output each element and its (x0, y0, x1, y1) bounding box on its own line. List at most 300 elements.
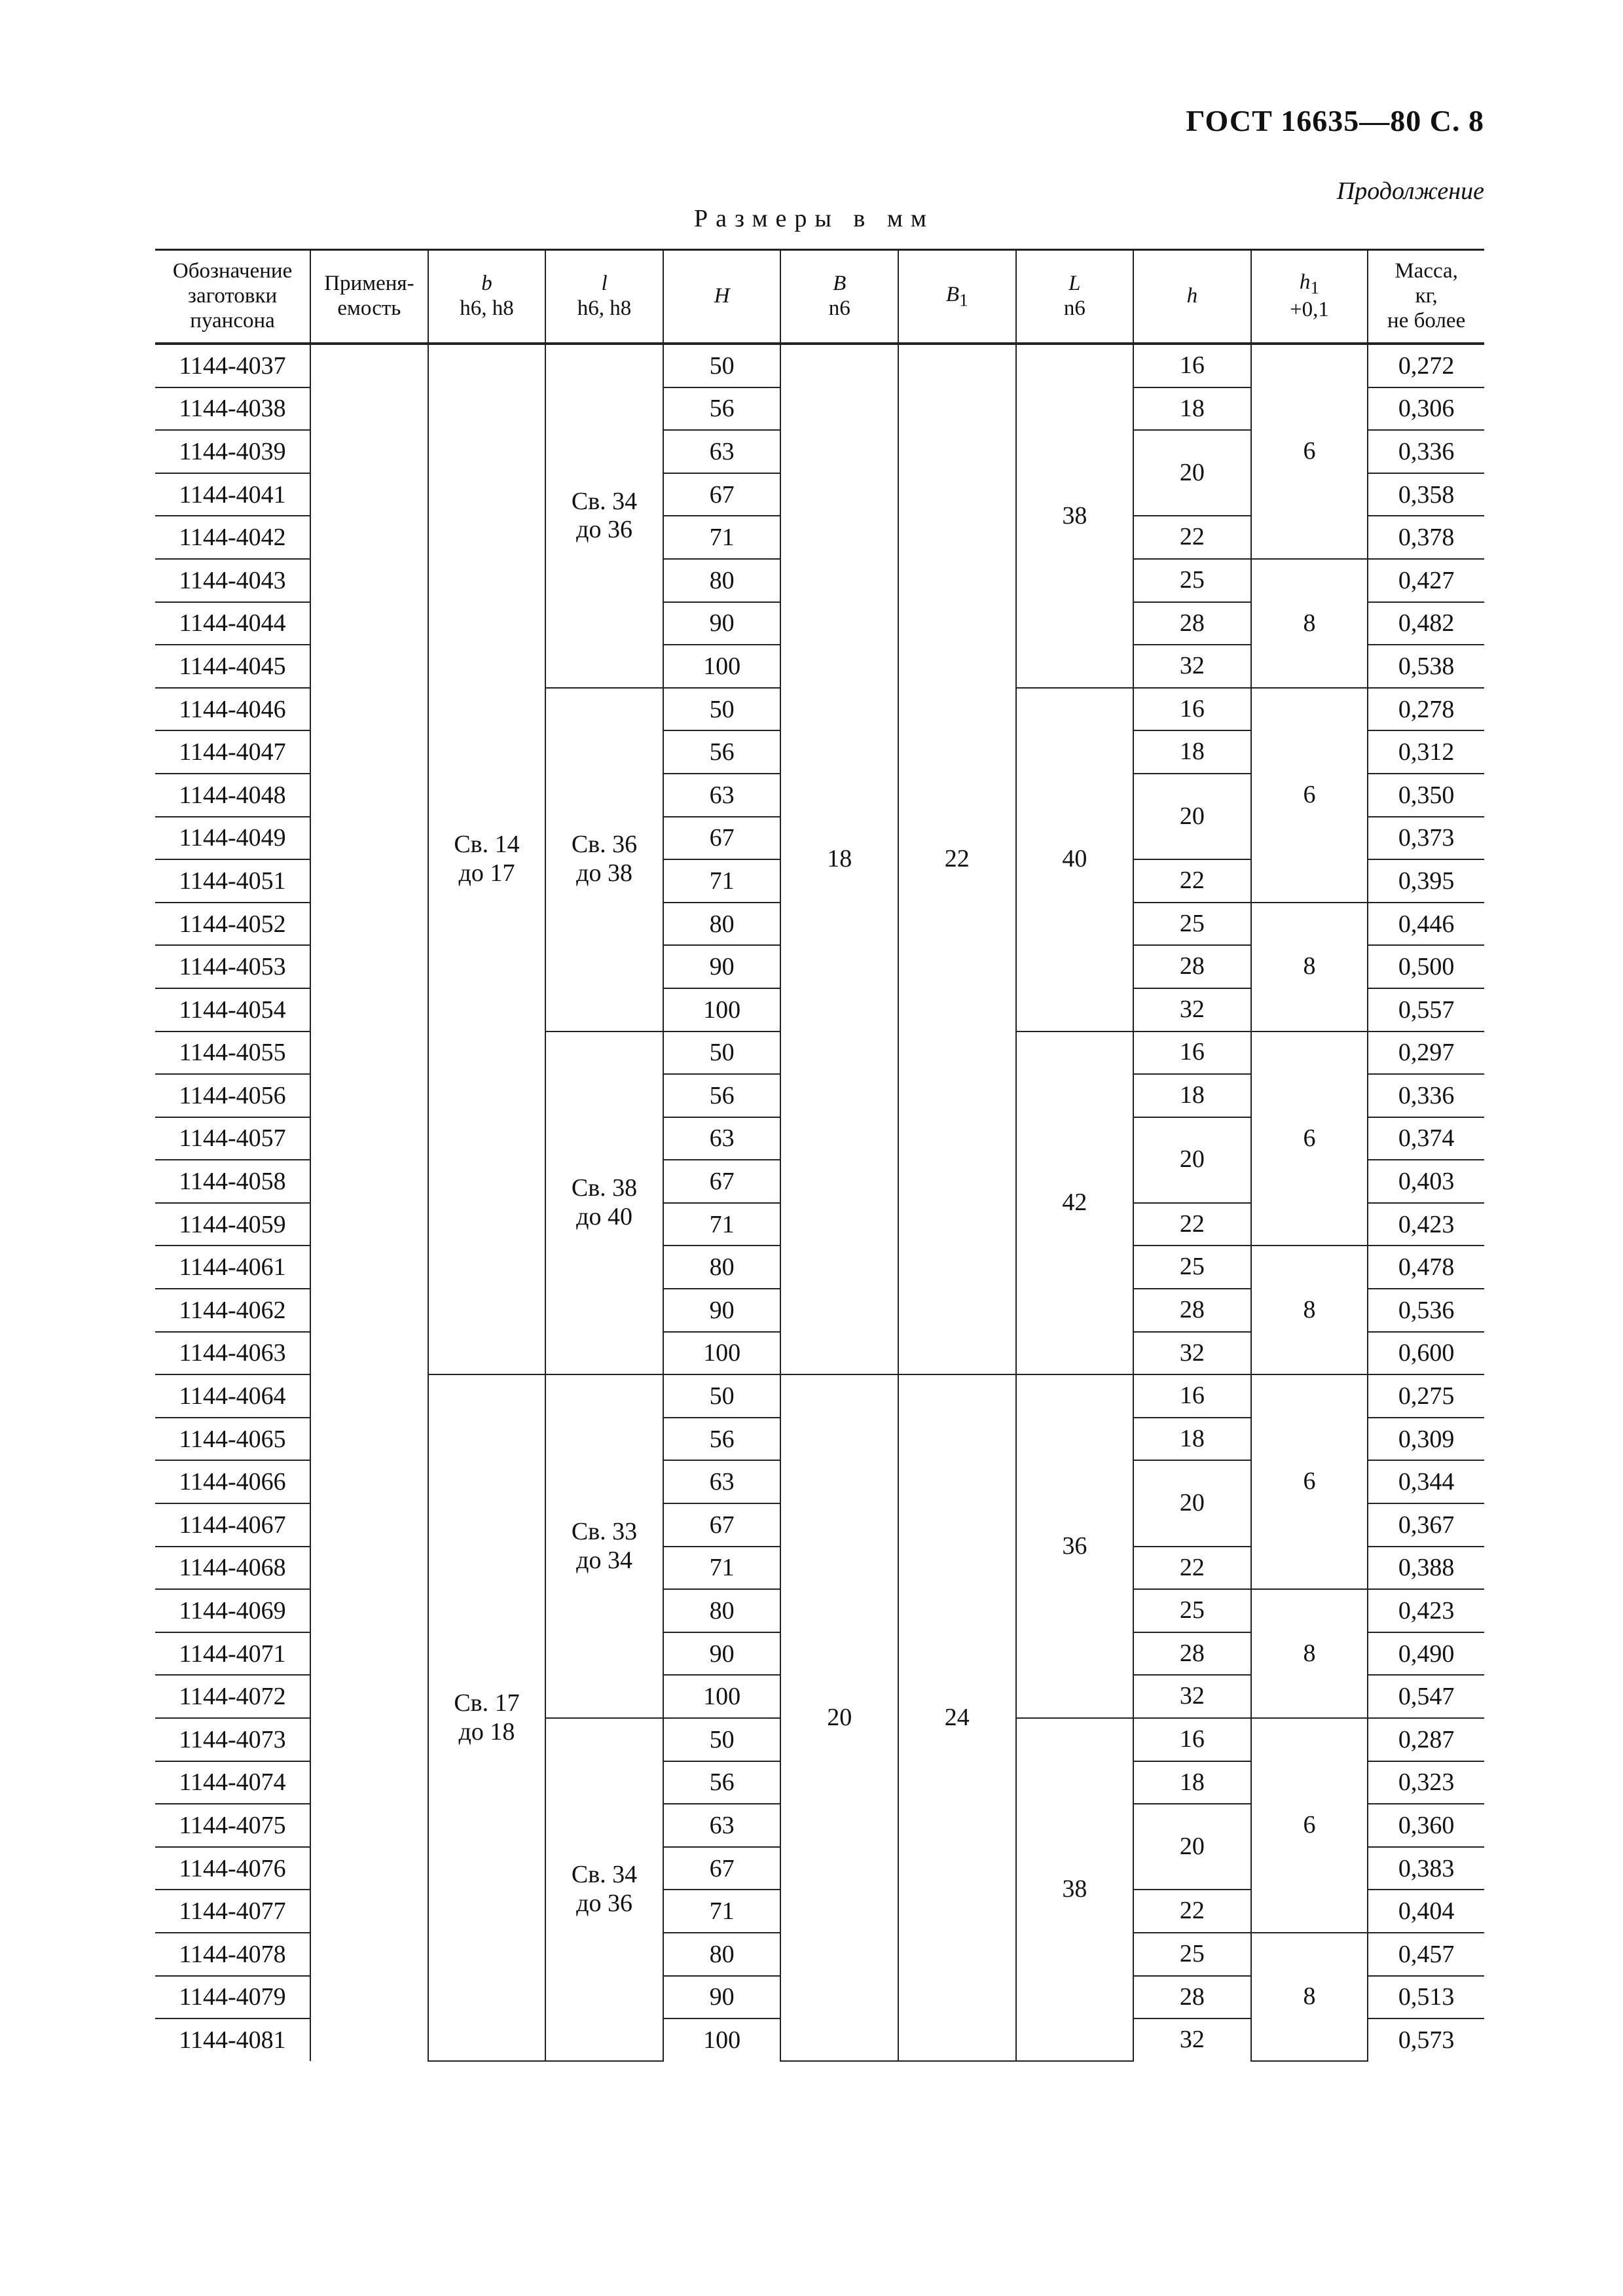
cell-code: 1144-4072 (155, 1675, 310, 1718)
cell-mass: 0,287 (1368, 1718, 1484, 1761)
cell-mass: 0,336 (1368, 1074, 1484, 1117)
cell-H: 67 (663, 1160, 781, 1203)
cell-h-text: 25 (1179, 1939, 1205, 1967)
cell-H: 67 (663, 473, 781, 516)
cell-h-text: 28 (1179, 609, 1205, 637)
cell-code: 1144-4062 (155, 1289, 310, 1332)
cell-h-text: 16 (1179, 1382, 1205, 1410)
table-row (155, 344, 1484, 387)
cell-code: 1144-4079 (155, 1976, 310, 2019)
cell-h (1133, 1203, 1251, 1246)
cell-code: 1144-4063 (155, 1332, 310, 1375)
cell-H: 50 (663, 688, 781, 731)
cell-mass: 0,600 (1368, 1332, 1484, 1375)
cell-code: 1144-4057 (155, 1117, 310, 1160)
cell-h (1133, 1418, 1251, 1461)
cell-h (1133, 559, 1251, 602)
cell-mass: 0,573 (1368, 2018, 1484, 2061)
cell-H: 63 (663, 1804, 781, 1847)
cell-h-text: 20 (1179, 1489, 1205, 1517)
cell-B1 (898, 344, 1016, 1374)
cell-h1 (1251, 903, 1368, 1031)
cell-code: 1144-4073 (155, 1718, 310, 1761)
cell-h-text: 22 (1179, 1210, 1205, 1238)
cell-mass: 0,344 (1368, 1460, 1484, 1503)
cell-h (1133, 1246, 1251, 1289)
cell-h1-text: 8 (1303, 609, 1316, 637)
cell-h-text: 28 (1179, 1639, 1205, 1667)
cell-mass: 0,388 (1368, 1547, 1484, 1590)
cell-h (1133, 730, 1251, 774)
cell-h1 (1251, 688, 1368, 903)
cell-code: 1144-4071 (155, 1632, 310, 1676)
cell-h (1133, 1460, 1251, 1546)
cell-h-text: 20 (1179, 802, 1205, 830)
cell-applicability (310, 516, 428, 559)
cell-h-text: 32 (1179, 995, 1205, 1023)
cell-code: 1144-4058 (155, 1160, 310, 1203)
cell-h (1133, 1374, 1251, 1418)
cell-B1-text: 22 (944, 845, 970, 873)
cell-applicability (310, 1246, 428, 1289)
cell-h1 (1251, 559, 1368, 688)
cell-code: 1144-4069 (155, 1589, 310, 1632)
cell-mass: 0,378 (1368, 516, 1484, 559)
cell-H: 63 (663, 774, 781, 817)
cell-mass: 0,312 (1368, 730, 1484, 774)
cell-mass: 0,374 (1368, 1117, 1484, 1160)
cell-L (1016, 1031, 1134, 1375)
cell-b-range (428, 344, 546, 1374)
cell-h-text: 20 (1179, 458, 1205, 486)
cell-applicability (310, 774, 428, 817)
cell-L-text: 36 (1062, 1532, 1087, 1560)
cell-h1-text: 6 (1303, 1467, 1316, 1496)
cell-applicability (310, 1675, 428, 1718)
cell-h (1133, 1804, 1251, 1890)
cell-H: 90 (663, 602, 781, 645)
cell-h (1133, 1332, 1251, 1375)
cell-H: 80 (663, 1589, 781, 1632)
cell-h (1133, 988, 1251, 1031)
cell-mass: 0,404 (1368, 1890, 1484, 1933)
cell-code: 1144-4078 (155, 1933, 310, 1976)
cell-B-text: 20 (827, 1703, 852, 1731)
cell-H: 100 (663, 2018, 781, 2061)
cell-l-range (545, 1031, 663, 1375)
cell-code: 1144-4053 (155, 945, 310, 988)
cell-applicability (310, 645, 428, 688)
cell-applicability (310, 1847, 428, 1890)
cell-code: 1144-4046 (155, 688, 310, 731)
cell-code: 1144-4074 (155, 1761, 310, 1804)
cell-code: 1144-4052 (155, 903, 310, 946)
cell-h1-text: 8 (1303, 952, 1316, 980)
cell-code: 1144-4064 (155, 1374, 310, 1418)
cell-applicability (310, 1074, 428, 1117)
cell-applicability (310, 817, 428, 860)
cell-H: 56 (663, 1074, 781, 1117)
cell-h-text: 18 (1179, 1081, 1205, 1109)
cell-H: 71 (663, 516, 781, 559)
cell-applicability (310, 1289, 428, 1332)
cell-h (1133, 903, 1251, 946)
cell-H: 56 (663, 387, 781, 431)
cell-l-range (545, 688, 663, 1031)
cell-applicability (310, 1890, 428, 1933)
cell-code: 1144-4051 (155, 859, 310, 903)
cell-h1-text: 6 (1303, 437, 1316, 465)
cell-code: 1144-4067 (155, 1503, 310, 1547)
cell-h-text: 32 (1179, 1682, 1205, 1710)
cell-H: 90 (663, 1632, 781, 1676)
cell-h-text: 28 (1179, 952, 1205, 980)
cell-B1 (898, 1374, 1016, 2061)
col-header-h1: $h_1$ +0,1 (1251, 250, 1368, 344)
cell-mass: 0,275 (1368, 1374, 1484, 1418)
cell-mass: 0,306 (1368, 387, 1484, 431)
cell-code: 1144-4055 (155, 1031, 310, 1075)
cell-B-text: 18 (827, 845, 852, 873)
cell-code: 1144-4045 (155, 645, 310, 688)
cell-mass: 0,513 (1368, 1976, 1484, 2019)
cell-mass: 0,557 (1368, 988, 1484, 1031)
cell-applicability (310, 387, 428, 431)
cell-h-text: 25 (1179, 1596, 1205, 1624)
cell-code: 1144-4076 (155, 1847, 310, 1890)
cell-h-text: 32 (1179, 1338, 1205, 1367)
cell-mass: 0,403 (1368, 1160, 1484, 1203)
cell-applicability (310, 945, 428, 988)
cell-applicability (310, 1761, 428, 1804)
cell-h-text: 20 (1179, 1145, 1205, 1174)
cell-H: 63 (663, 1117, 781, 1160)
cell-applicability (310, 1117, 428, 1160)
cell-h (1133, 1632, 1251, 1676)
cell-code: 1144-4037 (155, 344, 310, 387)
cell-h-text: 18 (1179, 738, 1205, 766)
cell-h-text: 20 (1179, 1832, 1205, 1860)
cell-h (1133, 602, 1251, 645)
cell-h (1133, 1675, 1251, 1718)
cell-applicability (310, 1632, 428, 1676)
cell-H: 71 (663, 1890, 781, 1933)
cell-H: 67 (663, 1503, 781, 1547)
cell-b-range (428, 1374, 546, 2061)
col-header-L: L n6 (1016, 250, 1134, 344)
cell-code: 1144-4054 (155, 988, 310, 1031)
cell-h (1133, 1031, 1251, 1075)
cell-H: 71 (663, 1203, 781, 1246)
cell-h-text: 25 (1179, 565, 1205, 594)
cell-code: 1144-4047 (155, 730, 310, 774)
cell-h1 (1251, 1031, 1368, 1246)
cell-mass: 0,482 (1368, 602, 1484, 645)
cell-L (1016, 344, 1134, 688)
cell-code: 1144-4043 (155, 559, 310, 602)
table-row (155, 1374, 1484, 1418)
cell-mass: 0,367 (1368, 1503, 1484, 1547)
cell-l-range (545, 344, 663, 688)
cell-H: 56 (663, 1761, 781, 1804)
cell-h-text: 22 (1179, 867, 1205, 895)
cell-applicability (310, 1031, 428, 1075)
cell-h (1133, 645, 1251, 688)
cell-mass: 0,323 (1368, 1761, 1484, 1804)
cell-H: 50 (663, 1374, 781, 1418)
cell-h (1133, 516, 1251, 559)
cell-h1-text: 6 (1303, 780, 1316, 808)
cell-mass: 0,446 (1368, 903, 1484, 946)
cell-applicability (310, 1332, 428, 1375)
cell-H: 90 (663, 945, 781, 988)
cell-mass: 0,490 (1368, 1632, 1484, 1676)
col-header-applicability: Применя- емость (310, 250, 428, 344)
cell-H: 67 (663, 1847, 781, 1890)
cell-h (1133, 1976, 1251, 2019)
cell-h1-text: 8 (1303, 1982, 1316, 2011)
cell-h-text: 25 (1179, 1253, 1205, 1281)
cell-l-range-text: Св. 33 до 34 (571, 1517, 638, 1574)
table-header-row (155, 250, 1484, 344)
cell-H: 67 (663, 817, 781, 860)
cell-B (780, 1374, 898, 2061)
cell-h1-text: 8 (1303, 1296, 1316, 1324)
cell-l-range-text: Св. 38 до 40 (571, 1174, 638, 1230)
cell-h (1133, 1074, 1251, 1117)
cell-H: 90 (663, 1976, 781, 2019)
cell-mass: 0,373 (1368, 817, 1484, 860)
cell-l-range (545, 1374, 663, 1718)
cell-h-text: 16 (1179, 694, 1205, 723)
table-body (155, 344, 1484, 2061)
cell-code: 1144-4065 (155, 1418, 310, 1461)
cell-L (1016, 1718, 1134, 2061)
cell-applicability (310, 1589, 428, 1632)
cell-h1-text: 8 (1303, 1639, 1316, 1667)
cell-h (1133, 688, 1251, 731)
cell-mass: 0,297 (1368, 1031, 1484, 1075)
continuation-label: Продолжение (1336, 177, 1484, 205)
cell-b-range-text: Св. 14 до 17 (454, 831, 520, 888)
cell-applicability (310, 473, 428, 516)
cell-mass: 0,500 (1368, 945, 1484, 988)
cell-L-text: 42 (1062, 1189, 1087, 1217)
cell-h-text: 16 (1179, 351, 1205, 379)
cell-mass: 0,350 (1368, 774, 1484, 817)
cell-mass: 0,547 (1368, 1675, 1484, 1718)
cell-H: 56 (663, 730, 781, 774)
cell-h-text: 18 (1179, 1768, 1205, 1796)
cell-mass: 0,427 (1368, 559, 1484, 602)
cell-h (1133, 430, 1251, 516)
cell-applicability (310, 1203, 428, 1246)
cell-h (1133, 945, 1251, 988)
cell-code: 1144-4075 (155, 1804, 310, 1847)
cell-mass: 0,536 (1368, 1289, 1484, 1332)
cell-h1 (1251, 1933, 1368, 2061)
cell-h-text: 22 (1179, 1553, 1205, 1581)
cell-h-text: 28 (1179, 1982, 1205, 2011)
cell-code: 1144-4068 (155, 1547, 310, 1590)
cell-code: 1144-4039 (155, 430, 310, 473)
cell-code: 1144-4061 (155, 1246, 310, 1289)
cell-h1 (1251, 1374, 1368, 1589)
cell-h (1133, 387, 1251, 431)
cell-mass: 0,272 (1368, 344, 1484, 387)
cell-h (1133, 344, 1251, 387)
cell-applicability (310, 344, 428, 387)
cell-H: 63 (663, 430, 781, 473)
cell-h (1133, 1933, 1251, 1976)
cell-h (1133, 1547, 1251, 1590)
cell-applicability (310, 602, 428, 645)
cell-l-range-text: Св. 36 до 38 (571, 831, 638, 888)
cell-applicability (310, 1547, 428, 1590)
cell-code: 1144-4066 (155, 1460, 310, 1503)
cell-mass: 0,395 (1368, 859, 1484, 903)
dimensions-table (155, 249, 1484, 2062)
cell-h-text: 18 (1179, 394, 1205, 422)
cell-code: 1144-4056 (155, 1074, 310, 1117)
cell-L-text: 38 (1062, 501, 1087, 529)
cell-mass: 0,360 (1368, 1804, 1484, 1847)
cell-applicability (310, 559, 428, 602)
cell-h (1133, 1761, 1251, 1804)
cell-H: 80 (663, 1933, 781, 1976)
cell-h (1133, 1890, 1251, 1933)
cell-H: 50 (663, 344, 781, 387)
cell-H: 100 (663, 645, 781, 688)
cell-h1 (1251, 1246, 1368, 1374)
cell-mass: 0,336 (1368, 430, 1484, 473)
col-header-B: B n6 (780, 250, 898, 344)
cell-H: 80 (663, 1246, 781, 1289)
cell-H: 100 (663, 1675, 781, 1718)
cell-code: 1144-4044 (155, 602, 310, 645)
cell-applicability (310, 1804, 428, 1847)
cell-applicability (310, 1976, 428, 2019)
cell-mass: 0,423 (1368, 1589, 1484, 1632)
cell-applicability (310, 1503, 428, 1547)
cell-h-text: 32 (1179, 652, 1205, 680)
cell-H: 90 (663, 1289, 781, 1332)
cell-h1 (1251, 344, 1368, 559)
col-header-mass: Масса, кг, не более (1368, 250, 1484, 344)
cell-mass: 0,538 (1368, 645, 1484, 688)
cell-h-text: 22 (1179, 1897, 1205, 1925)
cell-code: 1144-4077 (155, 1890, 310, 1933)
cell-applicability (310, 1460, 428, 1503)
cell-h (1133, 2018, 1251, 2061)
cell-h-text: 25 (1179, 909, 1205, 937)
cell-B1-text: 24 (944, 1703, 970, 1731)
cell-H: 71 (663, 859, 781, 903)
cell-L (1016, 1374, 1134, 1718)
cell-H: 100 (663, 1332, 781, 1375)
cell-H: 71 (663, 1547, 781, 1590)
cell-code: 1144-4081 (155, 2018, 310, 2061)
cell-applicability (310, 730, 428, 774)
cell-mass: 0,309 (1368, 1418, 1484, 1461)
cell-applicability (310, 859, 428, 903)
cell-L (1016, 688, 1134, 1031)
cell-applicability (310, 1160, 428, 1203)
cell-l-range-text: Св. 34 до 36 (571, 487, 638, 544)
cell-h1 (1251, 1718, 1368, 1933)
cell-h (1133, 1289, 1251, 1332)
cell-h (1133, 1589, 1251, 1632)
cell-mass: 0,383 (1368, 1847, 1484, 1890)
cell-code: 1144-4042 (155, 516, 310, 559)
cell-l-range (545, 1718, 663, 2061)
cell-L-text: 38 (1062, 1875, 1087, 1903)
cell-H: 50 (663, 1718, 781, 1761)
cell-applicability (310, 1718, 428, 1761)
cell-H: 80 (663, 559, 781, 602)
cell-h-text: 28 (1179, 1296, 1205, 1324)
cell-h-text: 32 (1179, 2026, 1205, 2054)
units-label: Размеры в мм (694, 205, 934, 232)
cell-h1-text: 6 (1303, 1124, 1316, 1152)
cell-h-text: 16 (1179, 1725, 1205, 1753)
cell-L-text: 40 (1062, 845, 1087, 873)
col-header-H: H (663, 250, 781, 344)
cell-code: 1144-4049 (155, 817, 310, 860)
cell-applicability (310, 1418, 428, 1461)
cell-applicability (310, 2018, 428, 2061)
cell-code: 1144-4048 (155, 774, 310, 817)
cell-h-text: 22 (1179, 523, 1205, 551)
cell-mass: 0,423 (1368, 1203, 1484, 1246)
page-header: ГОСТ 16635—80 С. 8 (1186, 104, 1484, 137)
col-header-code: Обозначение заготовки пуансона (155, 250, 310, 344)
cell-H: 56 (663, 1418, 781, 1461)
cell-h (1133, 1718, 1251, 1761)
cell-applicability (310, 1374, 428, 1418)
cell-code: 1144-4041 (155, 473, 310, 516)
cell-h1 (1251, 1589, 1368, 1718)
col-header-h: h (1133, 250, 1251, 344)
cell-h-text: 16 (1179, 1038, 1205, 1066)
cell-h (1133, 1117, 1251, 1203)
cell-code: 1144-4059 (155, 1203, 310, 1246)
cell-b-range-text: Св. 17 до 18 (454, 1689, 520, 1746)
cell-mass: 0,478 (1368, 1246, 1484, 1289)
cell-h (1133, 774, 1251, 859)
cell-h1-text: 6 (1303, 1811, 1316, 1839)
cell-applicability (310, 430, 428, 473)
cell-H: 80 (663, 903, 781, 946)
cell-H: 63 (663, 1460, 781, 1503)
cell-h-text: 18 (1179, 1424, 1205, 1452)
cell-applicability (310, 688, 428, 731)
cell-applicability (310, 903, 428, 946)
cell-mass: 0,457 (1368, 1933, 1484, 1976)
col-header-b: b h6, h8 (428, 250, 546, 344)
col-header-l: l h6, h8 (545, 250, 663, 344)
cell-l-range-text: Св. 34 до 36 (571, 1861, 638, 1917)
cell-applicability (310, 1933, 428, 1976)
cell-H: 50 (663, 1031, 781, 1075)
cell-h (1133, 859, 1251, 903)
cell-H: 100 (663, 988, 781, 1031)
cell-B (780, 344, 898, 1374)
cell-mass: 0,358 (1368, 473, 1484, 516)
cell-applicability (310, 988, 428, 1031)
cell-code: 1144-4038 (155, 387, 310, 431)
cell-mass: 0,278 (1368, 688, 1484, 731)
